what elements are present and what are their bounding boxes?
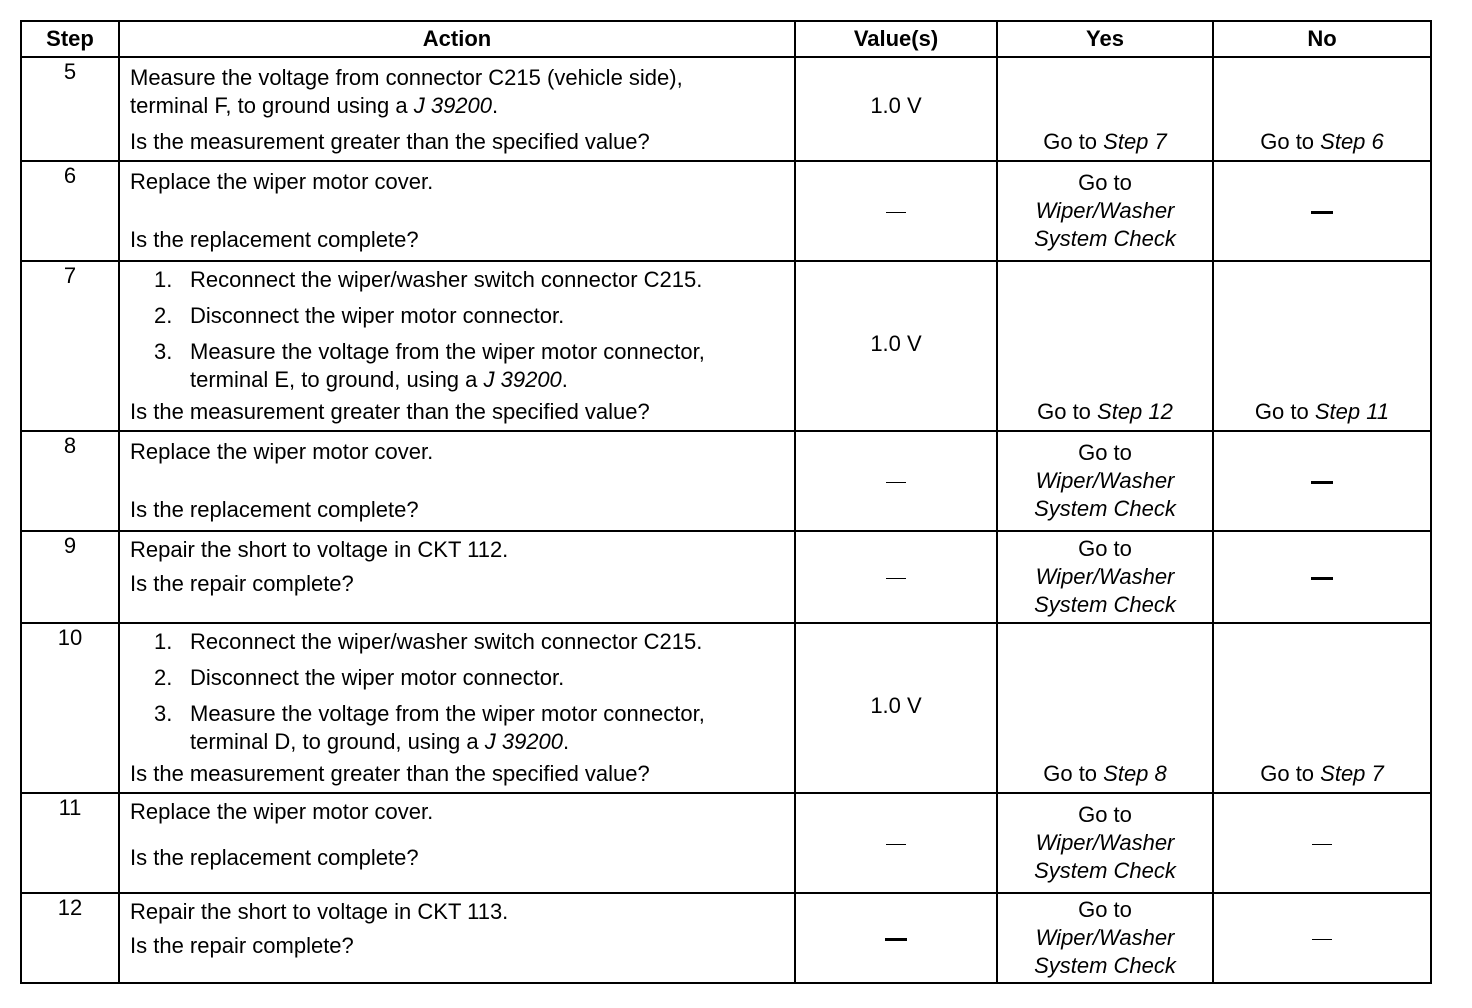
table-row-step-10 bbox=[21, 623, 1431, 793]
no-cell bbox=[1213, 161, 1431, 261]
goto-link[interactable]: Go to Wiper/Washer System Check bbox=[1034, 170, 1176, 251]
no-cell bbox=[1213, 893, 1431, 983]
action-cell bbox=[119, 793, 795, 893]
dash-value bbox=[1312, 939, 1332, 940]
yes-cell bbox=[997, 623, 1213, 793]
diagnostic-table bbox=[20, 20, 1432, 984]
no-cell bbox=[1213, 57, 1431, 161]
no-cell bbox=[1213, 793, 1431, 893]
value-cell bbox=[795, 893, 997, 983]
action-steps-list bbox=[130, 266, 786, 394]
action-steps-list bbox=[130, 628, 786, 756]
table-row-step-12 bbox=[21, 893, 1431, 983]
dash-value bbox=[886, 212, 906, 213]
step-number: 8 bbox=[21, 431, 119, 531]
header-action: Action bbox=[119, 21, 795, 57]
value-cell: 1.0 V bbox=[795, 261, 997, 431]
goto-link[interactable]: Go to Step 7 bbox=[1043, 129, 1167, 154]
goto-link[interactable]: Go to Wiper/Washer System Check bbox=[1034, 536, 1176, 617]
header-yes: Yes bbox=[997, 21, 1213, 57]
table-row-step-6 bbox=[21, 161, 1431, 261]
value-cell: 1.0 V bbox=[795, 623, 997, 793]
list-item: 3. Measure the voltage from the wiper motor connector, terminal D, to ground, using a J 39200. bbox=[154, 701, 705, 754]
list-item: 3. Measure the voltage from the wiper motor connector, terminal E, to ground, using a J 39200. bbox=[154, 339, 705, 392]
action-cell bbox=[119, 161, 795, 261]
value-cell bbox=[795, 161, 997, 261]
action-cell bbox=[119, 893, 795, 983]
yes-cell bbox=[997, 531, 1213, 623]
yes-cell bbox=[997, 793, 1213, 893]
yes-cell bbox=[997, 431, 1213, 531]
action-text: Repair the short to voltage in CKT 113. bbox=[130, 899, 509, 924]
action-cell bbox=[119, 431, 795, 531]
goto-link[interactable]: Go to Wiper/Washer System Check bbox=[1034, 440, 1176, 521]
goto-link[interactable]: Go to Step 7 bbox=[1260, 761, 1384, 786]
dash-value bbox=[1311, 481, 1333, 484]
step-number: 11 bbox=[21, 793, 119, 893]
value-cell bbox=[795, 793, 997, 893]
action-text-2: terminal F, to ground using a J 39200. bbox=[130, 93, 499, 118]
yes-cell bbox=[997, 57, 1213, 161]
action-text: Replace the wiper motor cover. bbox=[130, 439, 434, 464]
question-text: Is the repair complete? bbox=[130, 933, 354, 958]
table-row-step-7 bbox=[21, 261, 1431, 431]
goto-link[interactable]: Go to Wiper/Washer System Check bbox=[1034, 802, 1176, 883]
dash-value bbox=[1311, 211, 1333, 214]
question-text: Is the measurement greater than the specified value? bbox=[130, 399, 650, 424]
header-no: No bbox=[1213, 21, 1431, 57]
step-number: 7 bbox=[21, 261, 119, 431]
list-item: 1. Reconnect the wiper/washer switch connector C215. bbox=[154, 267, 703, 292]
step-number: 10 bbox=[21, 623, 119, 793]
list-item: 2. Disconnect the wiper motor connector. bbox=[154, 665, 565, 690]
action-cell bbox=[119, 531, 795, 623]
dash-value bbox=[1312, 844, 1332, 845]
table-row-step-9 bbox=[21, 531, 1431, 623]
header-values: Value(s) bbox=[795, 21, 997, 57]
dash-value bbox=[885, 938, 907, 941]
no-cell bbox=[1213, 261, 1431, 431]
no-cell bbox=[1213, 431, 1431, 531]
goto-link[interactable]: Go to Step 8 bbox=[1043, 761, 1167, 786]
action-text: Replace the wiper motor cover. bbox=[130, 169, 434, 194]
question-text: Is the replacement complete? bbox=[130, 227, 419, 252]
no-cell bbox=[1213, 623, 1431, 793]
value-cell: 1.0 V bbox=[795, 57, 997, 161]
list-item: 2. Disconnect the wiper motor connector. bbox=[154, 303, 565, 328]
table-row-step-11 bbox=[21, 793, 1431, 893]
action-text: Measure the voltage from connector C215 (vehicle side), bbox=[130, 65, 683, 90]
step-number: 12 bbox=[21, 893, 119, 983]
question-text: Is the measurement greater than the specified value? bbox=[130, 761, 650, 786]
question-text: Is the replacement complete? bbox=[130, 845, 419, 870]
step-number: 5 bbox=[21, 57, 119, 161]
header-row bbox=[21, 21, 1431, 57]
header-step: Step bbox=[21, 21, 119, 57]
table-row-step-8 bbox=[21, 431, 1431, 531]
goto-link[interactable]: Go to Step 6 bbox=[1260, 129, 1384, 154]
action-cell bbox=[119, 57, 795, 161]
action-cell bbox=[119, 261, 795, 431]
step-number: 9 bbox=[21, 531, 119, 623]
list-item: 1. Reconnect the wiper/washer switch connector C215. bbox=[154, 629, 703, 654]
value-cell bbox=[795, 431, 997, 531]
goto-link[interactable]: Go to Step 12 bbox=[1037, 399, 1173, 424]
no-cell bbox=[1213, 531, 1431, 623]
dash-value bbox=[886, 578, 906, 579]
action-text: Repair the short to voltage in CKT 112. bbox=[130, 537, 509, 562]
goto-link[interactable]: Go to Wiper/Washer System Check bbox=[1034, 897, 1176, 978]
question-text: Is the replacement complete? bbox=[130, 497, 419, 522]
dash-value bbox=[886, 844, 906, 845]
action-cell bbox=[119, 623, 795, 793]
yes-cell bbox=[997, 261, 1213, 431]
question-text: Is the measurement greater than the specified value? bbox=[130, 129, 650, 154]
table-row-step-5 bbox=[21, 57, 1431, 161]
step-number: 6 bbox=[21, 161, 119, 261]
goto-link[interactable]: Go to Step 11 bbox=[1254, 399, 1390, 424]
yes-cell bbox=[997, 161, 1213, 261]
dash-value bbox=[886, 482, 906, 483]
value-cell bbox=[795, 531, 997, 623]
question-text: Is the repair complete? bbox=[130, 571, 354, 596]
action-text: Replace the wiper motor cover. bbox=[130, 799, 434, 824]
dash-value bbox=[1311, 577, 1333, 580]
yes-cell bbox=[997, 893, 1213, 983]
